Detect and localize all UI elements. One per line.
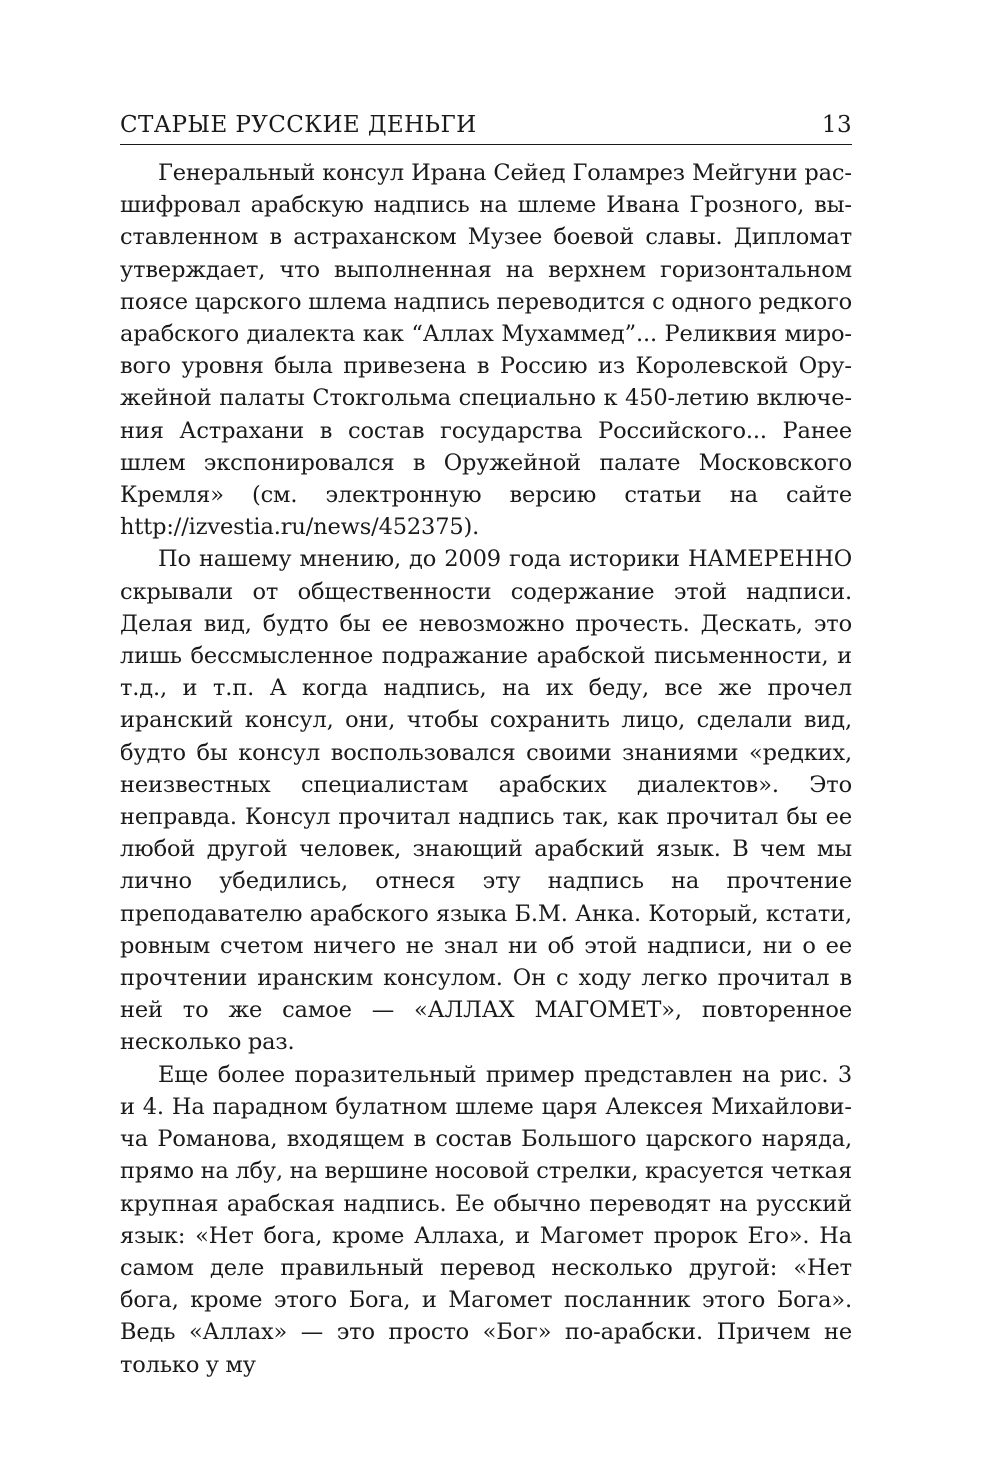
running-header	[120, 112, 852, 145]
paragraph: Генеральный консул Ирана Сейед Голамрез Мейгуни расшифровал арабскую надпись на шлеме Ивана Грозного, выставленном в астраханском Музее боевой славы. Дипломат утверждает, что выполненная на верхнем горизонтальном поясе царского шлема надпись переводится с одного редкого арабского диалекта как “Аллах Мухаммед”... Реликвия мирового уровня была привезена в Россию из Королевской Оружейной палаты Стокгольма специально к 450-летию включения Астрахани в состав государства Российского... Ранее шлем экспонировался в Оружейной палате Московского Кремля» (см. электронную версию статьи на сайте http://izvestia.ru/news/452375).	[120, 160, 852, 541]
running-title: СТАРЫЕ РУССКИЕ ДЕНЬГИ	[120, 112, 477, 138]
page-number: 13	[821, 112, 852, 138]
paragraph: Еще более поразительный пример представлен на рис. 3 и 4. На парадном булатном шлеме царя Алексея Михайловича Романова, входящем в состав Большого царского наряда, прямо на лбу, на вершине носовой стрелки, красуется четкая крупная арабская надпись. Ее обычно переводят на русский язык: «Нет бога, кроме Аллаха, и Магомет пророк Его». На самом деле правильный перевод несколько другой: «Нет бога, кроме этого Бога, и Магомет посланник этого Бога». Ведь «Аллах» — это просто «Бог» по-арабски. Причем не только у му	[120, 1061, 852, 1378]
paragraph: По нашему мнению, до 2009 года историки НАМЕРЕННО скрывали от общественности содержание этой надписи. Делая вид, будто бы ее невозможно прочесть. Дескать, это лишь бессмысленное подражание арабской письменности, и т.д., и т.п. А когда надпись, на их беду, все же прочел иранский консул, они, чтобы сохранить лицо, сделали вид, будто бы консул воспользовался своими знаниями «редких, неизвестных специалистам арабских диалектов». Это неправда. Консул прочитал надпись так, как прочитал бы ее любой другой человек, знающий арабский язык. В чем мы лично убедились, отнеся эту надпись на прочтение преподавателю арабского языка Б.М. Анка. Который, кстати, ровным счетом ничего не знал ни об этой надписи, ни о ее прочтении иранским консулом. Он с ходу легко прочитал в ней то же самое — «АЛЛАХ МАГОМЕТ», повторенное несколько раз.	[120, 546, 852, 1056]
body-text	[120, 157, 852, 1381]
book-page	[120, 112, 852, 1381]
